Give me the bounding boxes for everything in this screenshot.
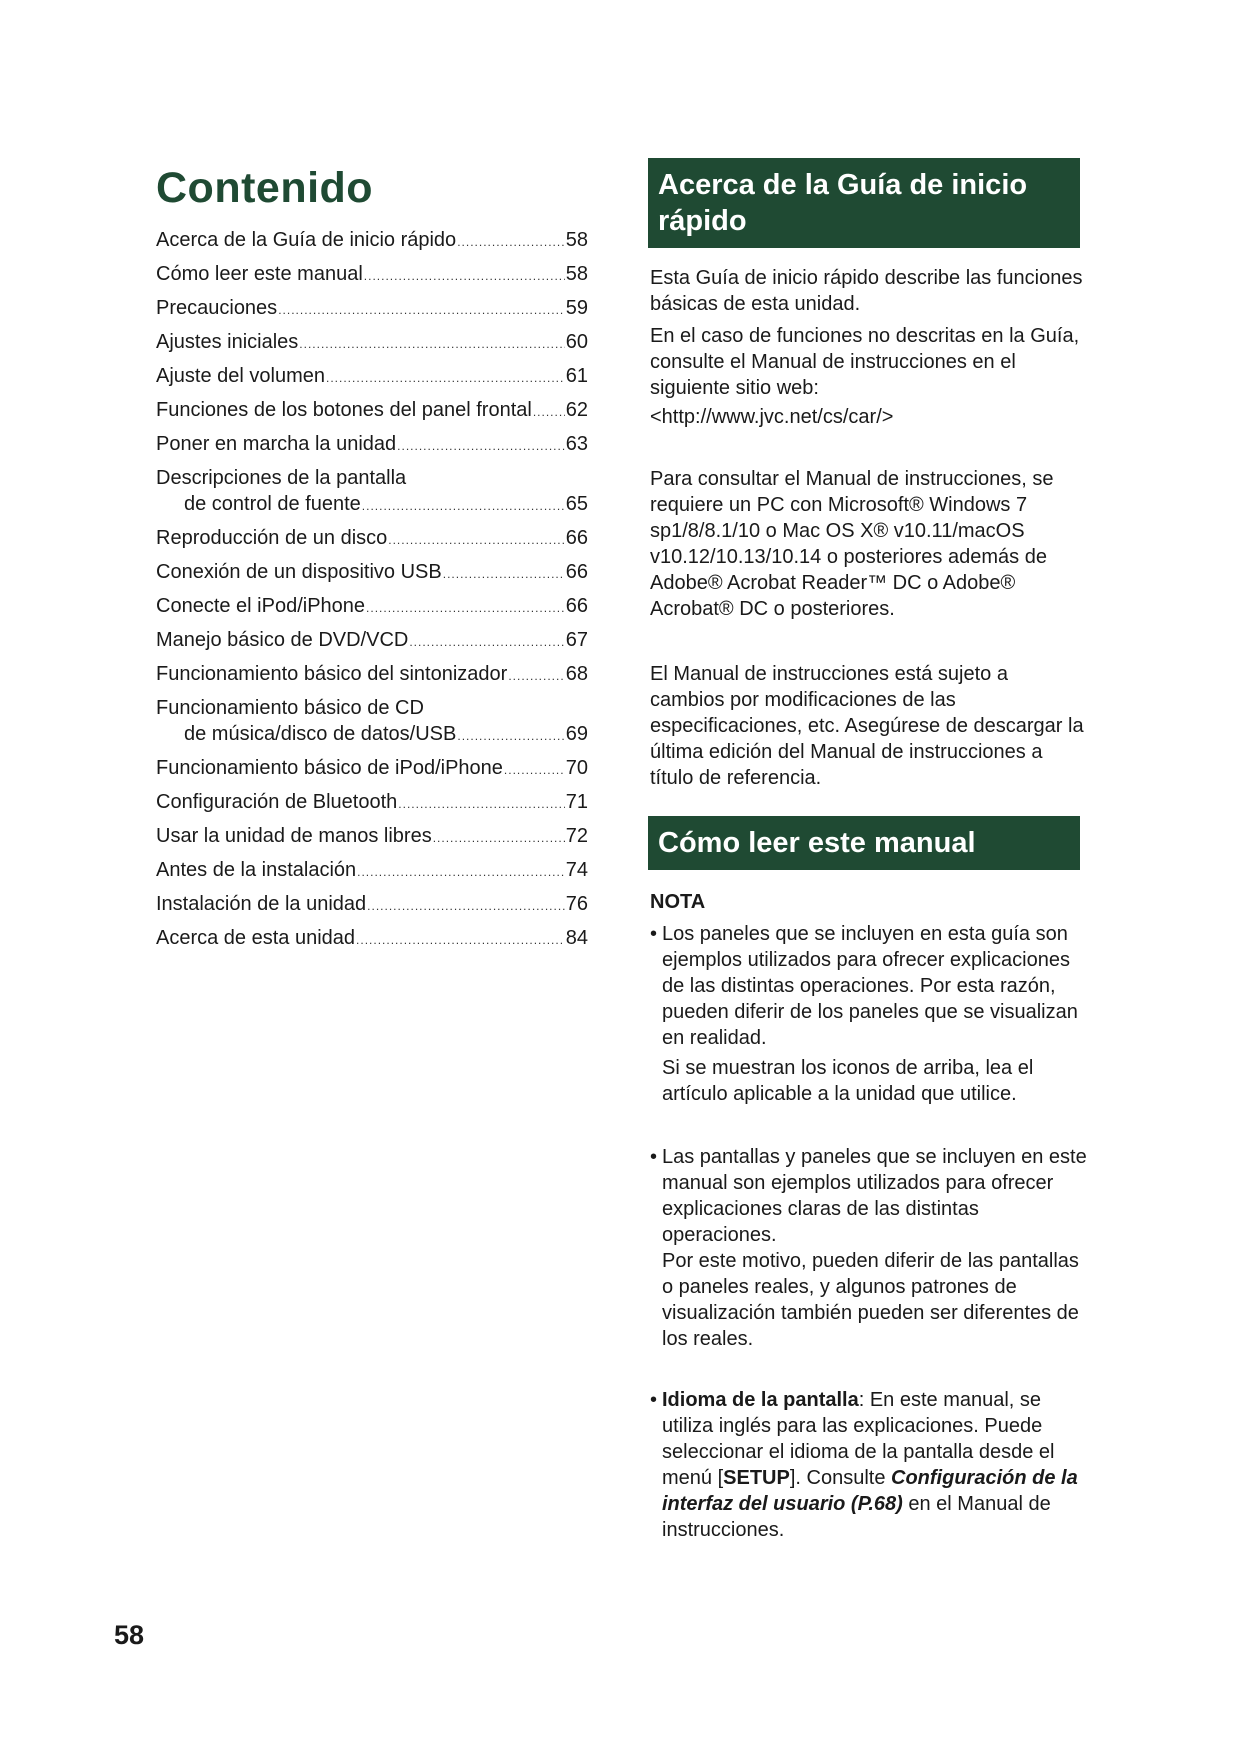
- toc-leader-dots: [409, 630, 564, 654]
- toc-entry-page: 67: [565, 629, 588, 651]
- toc-entry-page: 71: [565, 791, 588, 813]
- toc-entry: [156, 662, 588, 696]
- toc-leader-dots: [398, 792, 564, 816]
- toc-entry-page: 84: [565, 927, 588, 949]
- toc-entry-title: Funcionamiento básico del sintonizador: [156, 663, 508, 685]
- note-bullet-language: [650, 1387, 1090, 1543]
- toc-entry: [156, 466, 588, 526]
- toc-entry: [156, 526, 588, 560]
- toc-entry: [156, 858, 588, 892]
- toc-entry: [156, 364, 588, 398]
- toc-entry: [156, 262, 588, 296]
- toc-entry-title: Cómo leer este manual: [156, 263, 363, 285]
- note-bullet-panels-icons: Si se muestran los iconos de arriba, lea el artículo aplicable a la unidad que utilice.: [662, 1057, 1034, 1105]
- toc-entry-page: 66: [565, 561, 588, 583]
- toc-entry: [156, 560, 588, 594]
- note-bullet-panels-text: Los paneles que se incluyen en esta guía son ejemplos utilizados para ofrecer explicaciones de las distintas operaciones. Por esta razón, pueden diferir de los paneles que se visualizan en realidad.: [662, 923, 1078, 1049]
- language-text-1: : En este manual, se utiliza inglés para las explicaciones. Puede seleccionar el idioma de la pantalla desde el menú [: [662, 1389, 1055, 1489]
- toc-leader-dots: [367, 894, 565, 918]
- toc-entry-page: 70: [565, 757, 588, 779]
- language-text-2: ]. Consulte: [789, 1467, 892, 1489]
- guide-paragraph-1: Esta Guía de inicio rápido describe las funciones básicas de esta unidad.: [650, 267, 1083, 315]
- toc-leader-dots: [533, 400, 565, 424]
- toc-leader-dots: [278, 298, 565, 322]
- toc-entry-title: Funciones de los botones del panel frontal: [156, 399, 532, 421]
- guide-paragraph-2: En el caso de funciones no descritas en la Guía, consulte el Manual de instrucciones en el siguiente sitio web:: [650, 325, 1080, 399]
- toc-entry: [156, 228, 588, 262]
- guide-paragraph-updates: El Manual de instrucciones está sujeto a cambios por modificaciones de las especificaciones, etc. Asegúrese de descargar la última edición del Manual de instrucciones a título de referencia.: [650, 663, 1084, 789]
- toc-entry-title: Funcionamiento básico de CD: [156, 697, 424, 719]
- toc-leader-dots: [357, 860, 565, 884]
- toc-entry-title: Funcionamiento básico de iPod/iPhone: [156, 757, 503, 779]
- toc-entry: [156, 628, 588, 662]
- toc-entry-page: 60: [565, 331, 588, 353]
- note-bullet-language-text: [662, 1387, 1090, 1543]
- toc-entry: [156, 594, 588, 628]
- toc-entry-title: Usar la unidad de manos libres: [156, 825, 432, 847]
- toc-leader-dots: [457, 230, 565, 254]
- toc-entry-page: 69: [565, 723, 588, 745]
- toc-entry: [156, 398, 588, 432]
- toc-entry: [156, 926, 588, 960]
- toc-entry-page: 76: [565, 893, 588, 915]
- toc-entry-page: 72: [565, 825, 588, 847]
- toc-entry-title-continued: de música/disco de datos/USB: [184, 723, 457, 745]
- toc-entry-title: Conexión de un dispositivo USB: [156, 561, 442, 583]
- toc-entry-page: 74: [565, 859, 588, 881]
- note-bullet-screens-differ: Por este motivo, pueden diferir de las pantallas o paneles reales, y algunos patrones de visualización también pueden ser diferentes de los reales.: [662, 1250, 1079, 1350]
- toc-entry: [156, 756, 588, 790]
- toc-entry-page: 62: [565, 399, 588, 421]
- toc-entry-page: 68: [565, 663, 588, 685]
- toc-title: Contenido: [156, 164, 374, 212]
- toc-leader-dots: [504, 758, 565, 782]
- section-heading-quick-guide: Acerca de la Guía de inicio rápido: [648, 158, 1080, 248]
- guide-paragraph-requirements: Para consultar el Manual de instrucciones, se requiere un PC con Microsoft® Windows 7 sp1/8/8.1/10 o Mac OS X® v10.11/macOS v10.12/10.13/10.14 o posteriores además de Adobe® Acrobat Reader™ DC o Adobe® Acrobat® DC o posteriores.: [650, 468, 1054, 620]
- toc-leader-dots: [433, 826, 565, 850]
- note-label: NOTA: [650, 891, 706, 913]
- toc-entry: [156, 824, 588, 858]
- toc-entry-title: Precauciones: [156, 297, 278, 319]
- note-bullet-screens: [650, 1144, 1090, 1352]
- language-text-3: en el Manual de instrucciones.: [662, 1493, 1051, 1541]
- toc-leader-dots: [326, 366, 565, 390]
- toc-entry-title: Conecte el iPod/iPhone: [156, 595, 366, 617]
- toc-entry-page: 58: [565, 263, 588, 285]
- toc-leader-dots: [366, 596, 565, 620]
- toc-entry-title: Ajustes iniciales: [156, 331, 299, 353]
- ui-config-reference: Configuración de la interfaz del usuario (P.68): [662, 1467, 1078, 1515]
- toc-leader-dots: [457, 724, 564, 748]
- toc-leader-dots: [362, 494, 565, 518]
- toc-leader-dots: [397, 434, 565, 458]
- section-heading-how-to-read: Cómo leer este manual: [648, 816, 1080, 870]
- toc-entry-title: Acerca de esta unidad: [156, 927, 356, 949]
- bullet-mark: •: [650, 1146, 658, 1168]
- toc-list: [156, 228, 588, 960]
- toc-entry-title: Configuración de Bluetooth: [156, 791, 398, 813]
- note-bullet-screens-text: Las pantallas y paneles que se incluyen en este manual son ejemplos utilizados para ofrecer explicaciones claras de las distintas operaciones.: [662, 1146, 1087, 1246]
- toc-leader-dots: [388, 528, 564, 552]
- toc-entry-title-continued: de control de fuente: [184, 493, 361, 515]
- toc-entry-page: 66: [565, 595, 588, 617]
- toc-leader-dots: [299, 332, 564, 356]
- toc-entry-title: Manejo básico de DVD/VCD: [156, 629, 409, 651]
- bullet-mark: •: [650, 1389, 658, 1411]
- bullet-mark: •: [650, 923, 658, 945]
- toc-entry-page: 59: [565, 297, 588, 319]
- toc-entry-page: 58: [565, 229, 588, 251]
- toc-entry: [156, 696, 588, 756]
- toc-leader-dots: [364, 264, 565, 288]
- toc-entry-title: Antes de la instalación: [156, 859, 357, 881]
- toc-entry: [156, 330, 588, 364]
- toc-entry-title: Ajuste del volumen: [156, 365, 325, 387]
- language-label: Idioma de la pantalla: [662, 1389, 859, 1411]
- toc-leader-dots: [508, 664, 564, 688]
- toc-entry: [156, 892, 588, 926]
- page-number: 58: [114, 1620, 145, 1650]
- toc-entry-title: Instalación de la unidad: [156, 893, 367, 915]
- toc-entry-page: 63: [565, 433, 588, 455]
- toc-entry: [156, 432, 588, 466]
- manual-url: <http://www.jvc.net/cs/car/>: [650, 406, 894, 428]
- toc-entry-title: Poner en marcha la unidad: [156, 433, 397, 455]
- toc-entry: [156, 296, 588, 330]
- toc-entry-page: 61: [565, 365, 588, 387]
- toc-entry-title: Descripciones de la pantalla: [156, 467, 407, 489]
- toc-entry-page: 65: [565, 493, 588, 515]
- note-bullet-panels: [650, 921, 1090, 1107]
- toc-entry-title: Reproducción de un disco: [156, 527, 388, 549]
- setup-menu-label: SETUP: [723, 1467, 790, 1489]
- toc-entry-page: 66: [565, 527, 588, 549]
- toc-leader-dots: [356, 928, 565, 952]
- toc-leader-dots: [443, 562, 565, 586]
- toc-entry-title: Acerca de la Guía de inicio rápido: [156, 229, 457, 251]
- toc-entry: [156, 790, 588, 824]
